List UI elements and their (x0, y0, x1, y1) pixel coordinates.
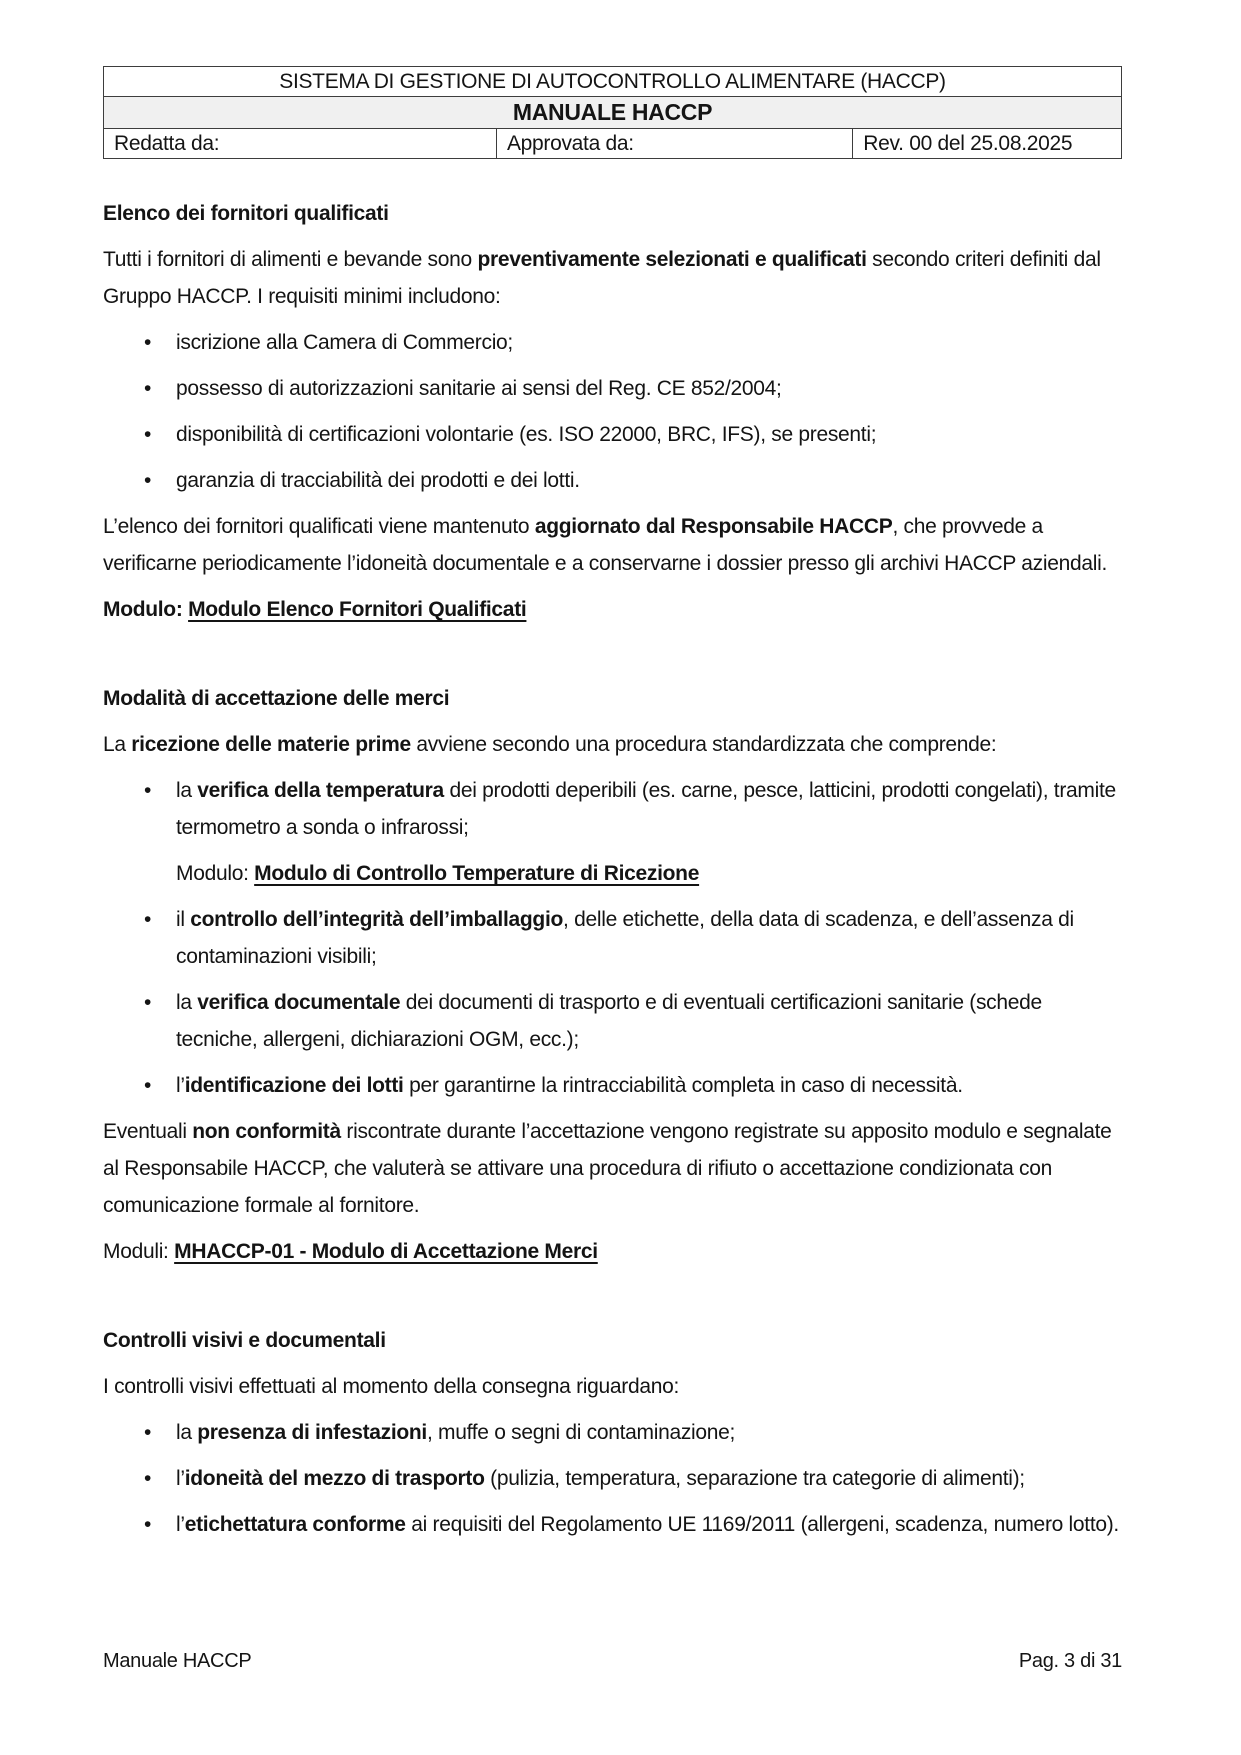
text-run: , delle etichette, della data di scadenza, e dell’assenza di contaminazioni visibili; (176, 908, 1074, 968)
paragraph: I controlli visivi effettuati al momento della consegna riguardano: (103, 1375, 680, 1398)
module-link: Modulo Elenco Fornitori Qualificati (188, 598, 527, 621)
bullet-list (103, 772, 1122, 846)
text-run: la (176, 1421, 198, 1444)
paragraph (103, 508, 1122, 582)
text-run: dei prodotti deperibili (es. carne, pesce, latticini, prodotti congelati), tramite termometro a sonda o infrarossi; (176, 779, 1116, 839)
list-item: • garanzia di tracciabilità dei prodotti e dei lotti. (103, 462, 1122, 499)
section-heading-fornitori: Elenco dei fornitori qualificati (103, 202, 389, 225)
paragraph (103, 1113, 1122, 1224)
text-run: La (103, 733, 132, 756)
list-item (103, 1414, 1122, 1451)
bullet-list (103, 324, 1122, 499)
list-item (103, 1460, 1122, 1497)
text-run: , che provvede a verificarne periodicamente l’idoneità documentale e a conservarne i dossier presso gli archivi HACCP aziendali. (103, 515, 1108, 575)
text-run-bold: preventivamente selezionati e qualificati (477, 248, 867, 271)
text-run-bold: non conformità (192, 1120, 341, 1143)
header-subtitle-row (104, 97, 1122, 129)
text-run: l’ (176, 1513, 185, 1536)
header-subtitle-cell: MANUALE HACCP (104, 97, 1122, 129)
text-run: secondo criteri definiti dal Gruppo HACCP. I requisiti minimi includono: (103, 248, 1101, 308)
list-item (103, 901, 1122, 975)
header-title-row (104, 67, 1122, 97)
section-heading-controlli: Controlli visivi e documentali (103, 1329, 386, 1352)
approvata-da-cell: Approvata da: (496, 129, 852, 159)
list-item (103, 984, 1122, 1058)
document-header-table (103, 66, 1122, 159)
text-run-bold: verifica della temperatura (197, 779, 444, 802)
document-body (103, 195, 1122, 1543)
module-label: Modulo: (103, 598, 189, 621)
text-run-bold: etichettatura conforme (184, 1513, 406, 1536)
text-run: riscontrate durante l’accettazione vengono registrate su apposito modulo e segnalate al Responsabile HACCP, che valuterà se attivare una procedura di rifiuto o accettazione condizionata con comunicazione formale al fornitore. (103, 1120, 1112, 1217)
text-run-bold: identificazione dei lotti (184, 1074, 404, 1097)
text-run: ai requisiti del Regolamento UE 1169/2011 (allergeni, scadenza, numero lotto). (405, 1513, 1119, 1536)
list-item (103, 772, 1122, 846)
list-item (103, 1067, 1122, 1104)
footer-document-title: Manuale HACCP (103, 1650, 252, 1672)
text-run-bold: verifica documentale (197, 991, 401, 1014)
text-run: , muffe o segni di contaminazione; (426, 1421, 736, 1444)
text-run: (pulizia, temperatura, separazione tra categorie di alimenti); (484, 1467, 1025, 1490)
list-item (103, 1506, 1122, 1543)
header-title-cell: SISTEMA DI GESTIONE DI AUTOCONTROLLO ALIMENTARE (HACCP) (104, 67, 1122, 97)
section-heading-accettazione: Modalità di accettazione delle merci (103, 687, 450, 710)
list-item: • disponibilità di certificazioni volontarie (es. ISO 22000, BRC, IFS), se presenti; (103, 416, 1122, 453)
module-label: Modulo: (176, 862, 255, 885)
text-run: il (176, 908, 191, 931)
text-run: dei documenti di trasporto e di eventuali certificazioni sanitarie (schede tecniche, allergeni, dichiarazioni OGM, ecc.); (176, 991, 1042, 1051)
module-reference (176, 855, 1122, 892)
page-footer (103, 1650, 1122, 1673)
paragraph (103, 241, 1122, 315)
text-run: Eventuali (103, 1120, 193, 1143)
text-run: l’ (176, 1467, 185, 1490)
module-label: Moduli: (103, 1240, 175, 1263)
text-run-bold: ricezione delle materie prime (131, 733, 411, 756)
text-run-bold: aggiornato dal Responsabile HACCP (534, 515, 893, 538)
revision-cell: Rev. 00 del 25.08.2025 (853, 129, 1122, 159)
footer-page-number: Pag. 3 di 31 (1018, 1650, 1122, 1672)
bullet-list (103, 1414, 1122, 1543)
redatta-da-cell: Redatta da: (104, 129, 497, 159)
header-meta-row (104, 129, 1122, 159)
text-run-bold: controllo dell’integrità dell’imballaggio (190, 908, 564, 931)
paragraph (103, 726, 1122, 763)
text-run-bold: idoneità del mezzo di trasporto (184, 1467, 485, 1490)
text-run: Tutti i fornitori di alimenti e bevande sono (103, 248, 478, 271)
module-reference (103, 1233, 1122, 1270)
module-link: MHACCP-01 - Modulo di Accettazione Merci (174, 1240, 598, 1263)
text-run: la (176, 779, 198, 802)
module-reference (103, 591, 1122, 628)
text-run: avviene secondo una procedura standardizzata che comprende: (410, 733, 997, 756)
module-link: Modulo di Controllo Temperature di Ricezione (254, 862, 700, 885)
list-item: • possesso di autorizzazioni sanitarie ai sensi del Reg. CE 852/2004; (103, 370, 1122, 407)
text-run-bold: presenza di infestazioni (197, 1421, 427, 1444)
text-run: l’ (176, 1074, 185, 1097)
text-run: la (176, 991, 198, 1014)
text-run: per garantirne la rintracciabilità completa in caso di necessità. (403, 1074, 963, 1097)
list-item: • iscrizione alla Camera di Commercio; (103, 324, 1122, 361)
bullet-list (103, 901, 1122, 1104)
text-run: L’elenco dei fornitori qualificati viene mantenuto (103, 515, 535, 538)
